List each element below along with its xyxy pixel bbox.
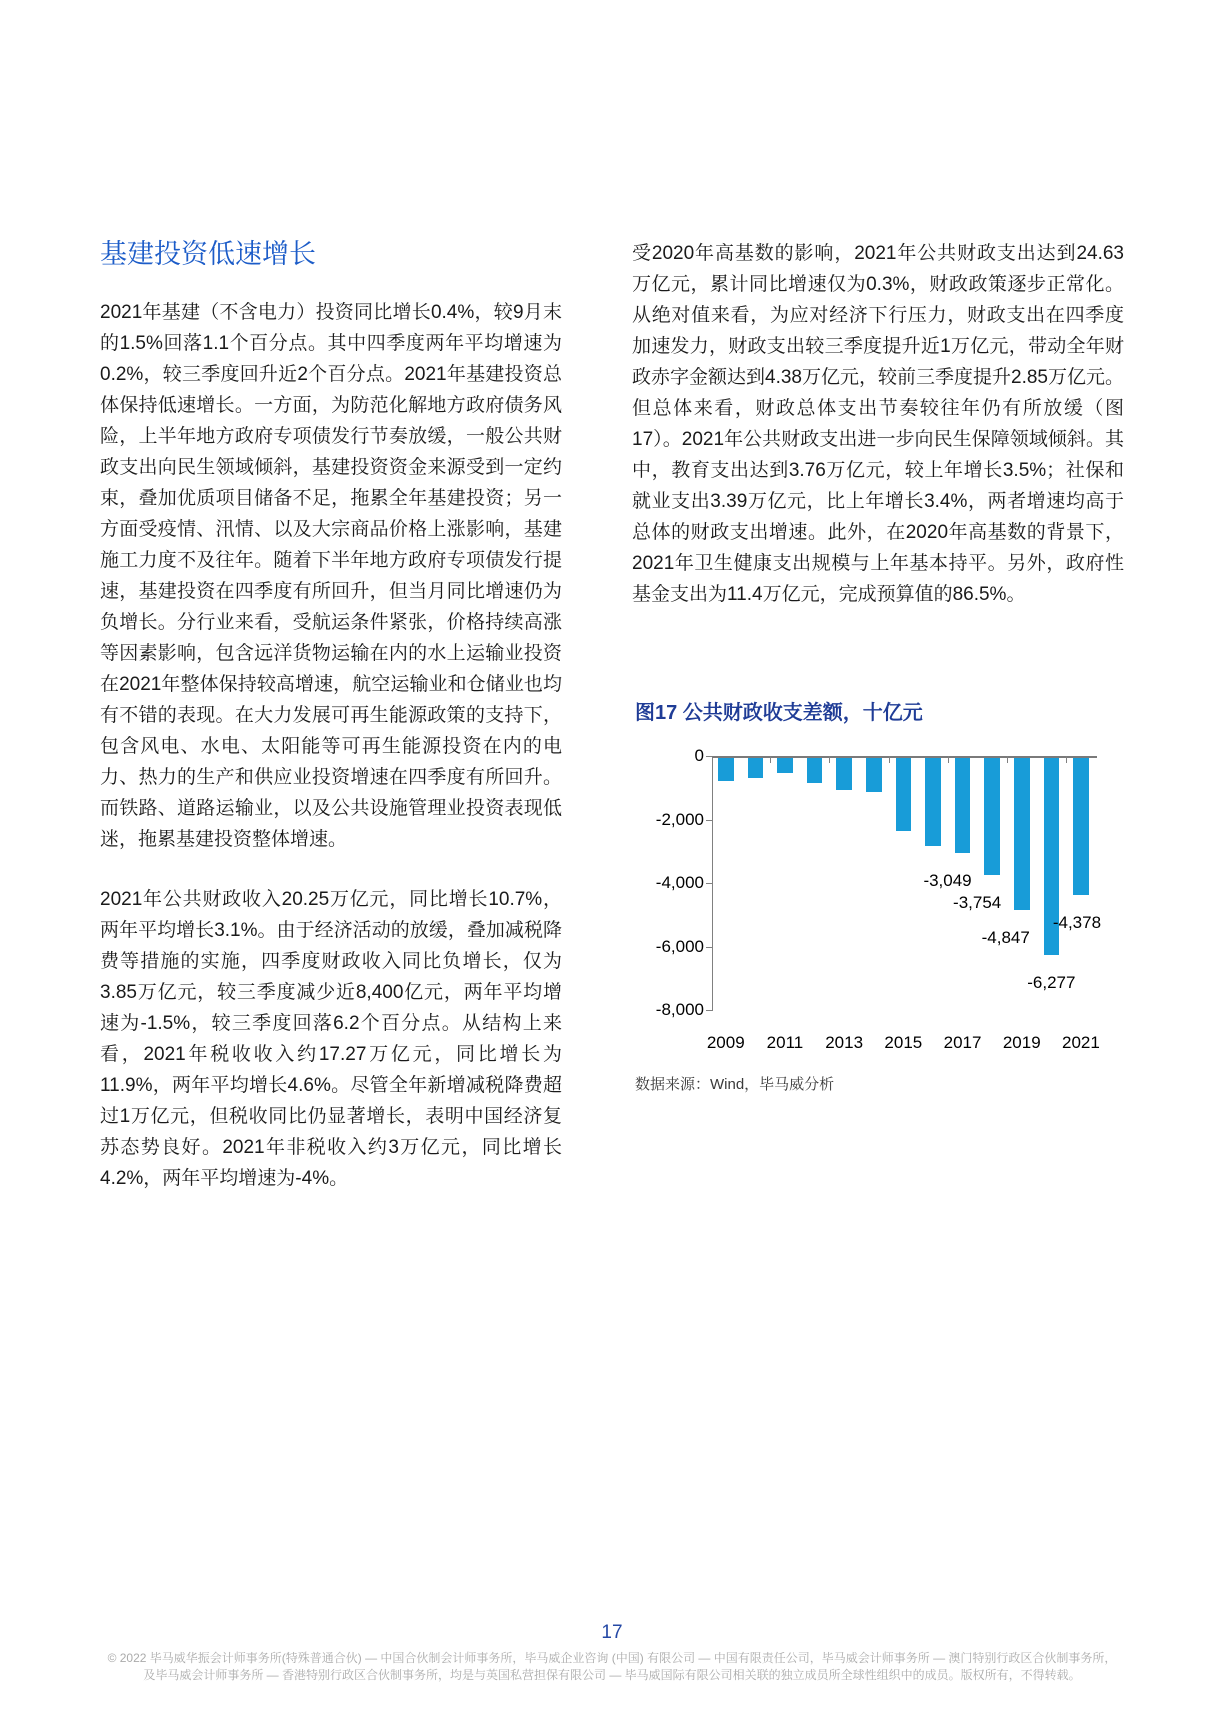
x-axis-tick: [948, 756, 949, 763]
bar-2018: [984, 758, 1000, 875]
bar-2011: [777, 758, 793, 773]
footer-legal: [0, 1650, 1224, 1684]
bar-2014: [866, 758, 882, 792]
figure-source: 数据来源：Wind，毕马威分析: [635, 1076, 835, 1093]
bar-value-label-2017: -3,049: [923, 870, 972, 890]
bar-value-label-2018: -3,754: [953, 893, 1002, 913]
y-axis-label: -6,000: [655, 936, 704, 956]
bar-2009: [718, 758, 734, 781]
x-axis-tick: [1066, 756, 1067, 763]
footer-legal-line2: 及毕马威会计师事务所 — 香港特别行政区合伙制事务所，均是与英国私营担保有限公司 — 毕马威国际有限公司相关联的独立成员所全球性组织中的成员。版权所有，不得转载。: [143, 1668, 1081, 1682]
x-axis-tick: [1007, 756, 1008, 763]
bar-2015: [896, 758, 912, 831]
y-axis-tick: [706, 1010, 712, 1011]
figure-title: 图17 公共财政收支差额，十亿元: [635, 702, 923, 724]
bar-value-label-2019: -4,847: [981, 927, 1030, 947]
y-axis-line: [712, 756, 713, 1011]
x-axis-label: 2017: [943, 1033, 982, 1052]
y-axis-label: -2,000: [655, 809, 704, 829]
y-axis-tick: [706, 947, 712, 948]
y-axis-tick: [706, 756, 712, 757]
y-axis-label: 0: [694, 746, 704, 765]
y-axis-tick: [706, 883, 712, 884]
bar-2019: [1014, 758, 1030, 910]
x-axis-label: 2013: [825, 1033, 864, 1052]
x-axis-tick: [889, 756, 890, 763]
bar-2021: [1073, 758, 1089, 895]
x-axis-tick: [770, 756, 771, 763]
bar-2017: [955, 758, 971, 853]
page-number: 17: [601, 1622, 623, 1643]
y-axis-label: -8,000: [655, 1000, 704, 1019]
x-axis-tick: [829, 756, 830, 763]
bar-2016: [925, 758, 941, 846]
footer-legal-line1: © 2022 毕马威华振会计师事务所(特殊普通合伙) — 中国合伙制会计师事务所，毕马威企业咨询 (中国) 有限公司 — 中国有限责任公司，毕马威会计师事务所 — 澳门特别行政区合伙制事务所，: [107, 1651, 1117, 1665]
bar-value-label-2020: -6,277: [1027, 973, 1076, 993]
left-column-paragraph-1: 2021年基建（不含电力）投资同比增长0.4%，较9月末的1.5%回落1.1个百分点。其中四季度两年平均增速为0.2%，较三季度回升近2个百分点。2021年基建投资总体保持低速增长。一方面，为防范化解地方政府债务风险，上半年地方政府专项债发行节奏放缓，一般公共财政支出向民生领域倾斜，基建投资资金来源受到一定约束，叠加优质项目储备不足，拖累全年基建投资；另一方面受疫情、汛情、以及大宗商品价格上涨影响，基建施工力度不及往年。随着下半年地方政府专项债发行提速，基建投资在四季度有所回升，但当月同比增速仍为负增长。分行业来看，受航运条件紧张，价格持续高涨等因素影响，包含远洋货物运输在内的水上运输业投资在2021年整体保持较高增速，航空运输业和仓储业也均有不错的表现。在大力发展可再生能源政策的支持下，包含风电、水电、太阳能等可再生能源投资在内的电力、热力的生产和供应业投资增速在四季度有所回升。而铁路、道路运输业，以及公共设施管理业投资表现低迷，拖累基建投资整体增速。: [100, 302, 562, 850]
bar-chart: [632, 748, 1132, 1068]
x-axis-label: 2021: [1062, 1033, 1100, 1052]
x-axis-label: 2011: [766, 1033, 804, 1052]
y-axis-tick: [706, 820, 712, 821]
bar-2012: [807, 758, 823, 783]
right-column-paragraph-1: 受2020年高基数的影响，2021年公共财政支出达到24.63万亿元，累计同比增速仅为0.3%，财政政策逐步正常化。从绝对值来看，为应对经济下行压力，财政支出在四季度加速发力，财政支出较三季度提升近1万亿元，带动全年财政赤字金额达到4.38万亿元，较前三季度提升2.85万亿元。但总体来看，财政总体支出节奏较往年仍有所放缓（图17）。2021年公共财政支出进一步向民生保障领域倾斜。其中，教育支出达到3.76万亿元，较上年增长3.5%；社保和就业支出3.39万亿元，比上年增长3.4%，两者增速均高于总体的财政支出增速。此外，在2020年高基数的背景下，2021年卫生健康支出规模与上年基本持平。另外，政府性基金支出为11.4万亿元，完成预算值的86.5%。: [632, 243, 1124, 605]
bar-value-label-2021: -4,378: [1052, 913, 1102, 932]
x-axis-label: 2015: [884, 1033, 923, 1052]
section-heading: 基建投资低速增长: [100, 239, 316, 269]
left-column-paragraph-2: 2021年公共财政收入20.25万亿元，同比增长10.7%，两年平均增长3.1%。由于经济活动的放缓，叠加减税降费等措施的实施，四季度财政收入同比负增长，仅为3.85万亿元，较三季度减少近8,400亿元，两年平均增速为-1.5%，较三季度回落6.2个百分点。从结构上来看，2021年税收收入约17.27万亿元，同比增长为11.9%，两年平均增长4.6%。尽管全年新增减税降费超过1万亿元，但税收同比仍显著增长，表明中国经济复苏态势良好。2021年非税收入约3万亿元，同比增长4.2%，两年平均增速为-4%。: [100, 889, 562, 1189]
y-axis-label: -4,000: [655, 873, 704, 892]
x-axis-label: 2019: [1002, 1033, 1041, 1052]
x-axis-label: 2009: [706, 1033, 745, 1052]
bar-2010: [748, 758, 764, 778]
bar-2013: [836, 758, 852, 790]
